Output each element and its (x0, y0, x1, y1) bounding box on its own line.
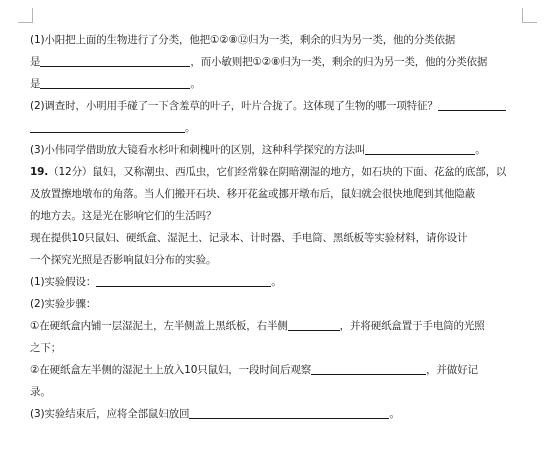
text-segment: 是 (30, 56, 41, 68)
text-segment: 。 (271, 276, 282, 288)
text-line (30, 205, 530, 227)
answer-blank[interactable] (30, 119, 185, 133)
text-segment: (1)实验假设： (30, 276, 97, 288)
text-segment: 之下； (30, 342, 62, 354)
text-line (30, 337, 530, 359)
text-line (30, 117, 530, 139)
text-line (30, 403, 530, 425)
text-segment: 及放置擦地墩布的角落。当人们搬开石块、移开花盆或挪开墩布后，鼠妇就会很快地爬到其他隐蔽 (30, 188, 476, 200)
answer-blank[interactable] (96, 273, 271, 287)
text-segment: 。 (190, 78, 201, 90)
answer-blank[interactable] (40, 53, 190, 67)
answer-blank[interactable] (438, 97, 506, 111)
text-line (30, 95, 530, 117)
text-segment: 。 (475, 144, 486, 156)
text-line (30, 227, 530, 249)
text-segment: 是 (30, 78, 41, 90)
text-line (30, 381, 530, 403)
text-segment: ，并做好记 (426, 364, 478, 376)
text-line (30, 293, 530, 315)
page-corner-mark-right (522, 8, 537, 23)
text-segment: （12分）鼠妇，又称潮虫、西瓜虫，它们经常躲在阴暗潮湿的地方，如石块的下面、花盆的底部，以 (48, 166, 507, 178)
document-page (30, 29, 530, 425)
text-segment: 录。 (30, 386, 51, 398)
text-segment: (2)调查时，小明用手碰了一下含羞草的叶子，叶片合拢了。这体现了生物的哪一项特征？ (30, 100, 438, 112)
text-line (30, 315, 530, 337)
text-line (30, 271, 530, 293)
text-segment: (3)小伟同学借助放大镜看水杉叶和刺槐叶的区别，这种科学探究的方法叫 (30, 144, 366, 156)
text-segment: ，并将硬纸盒置于手电筒的光照 (339, 320, 485, 332)
text-line (30, 183, 530, 205)
text-segment: 一个探究光照是否影响鼠妇分布的实验。 (30, 254, 217, 266)
text-segment: ，而小敏则把①②⑧归为一类，剩余的归为另一类，他的分类依据 (190, 56, 488, 68)
text-segment: ①在硬纸盒内铺一层湿泥土，左半侧盖上黑纸板，右半侧 (30, 320, 288, 332)
text-line (30, 51, 530, 73)
text-segment: (1)小阳把上面的生物进行了分类，他把①②⑧⑫归为一类，剩余的归为另一类，他的分类依据 (30, 34, 456, 46)
text-line (30, 139, 530, 161)
answer-blank[interactable] (311, 361, 426, 375)
text-segment: (3)实验结束后，应将全部鼠妇放回 (30, 408, 190, 420)
text-segment: 的地方去。这是光在影响它们的生活吗？ (30, 210, 217, 222)
page-corner-mark-left (18, 8, 33, 23)
text-line (30, 161, 530, 183)
text-line (30, 359, 530, 381)
text-segment: 现在提供10只鼠妇、硬纸盒、湿泥土、记录本、计时器、手电筒、黑纸板等实验材料，请你设计 (30, 232, 468, 244)
text-line (30, 29, 530, 51)
text-line (30, 73, 530, 95)
text-segment: 。 (389, 408, 400, 420)
answer-blank[interactable] (365, 141, 475, 155)
text-segment: 19. (30, 166, 49, 178)
text-segment: ②在硬纸盒左半侧的湿泥土上放入10只鼠妇，一段时间后观察 (30, 364, 312, 376)
answer-blank[interactable] (288, 317, 340, 331)
text-segment: 。 (185, 122, 196, 134)
answer-blank[interactable] (189, 405, 389, 419)
text-segment: (2)实验步骤： (30, 298, 97, 310)
answer-blank[interactable] (40, 75, 190, 89)
text-line (30, 249, 530, 271)
